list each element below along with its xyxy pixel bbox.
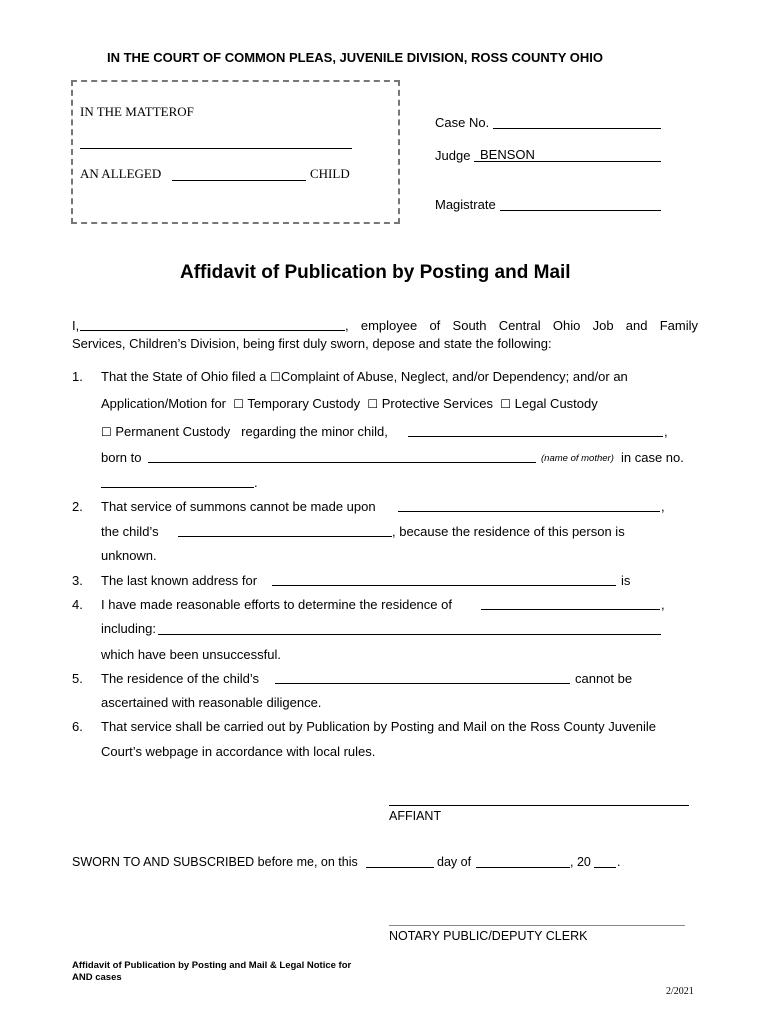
temporary-custody-checkbox[interactable]: ☐	[233, 397, 245, 411]
intro-i: I,	[72, 318, 80, 333]
item-3-pre: The last known address for	[101, 573, 258, 588]
year-line[interactable]	[594, 867, 616, 868]
footer-date: 2/2021	[666, 986, 694, 997]
item-2-line1: That service of summons cannot be made upon	[101, 499, 376, 514]
judge-line	[474, 161, 661, 162]
case-no-line[interactable]	[493, 128, 661, 129]
case-number-line[interactable]	[101, 487, 254, 488]
item-5-post: cannot be	[575, 671, 633, 686]
intro-line2: Services, Children’s Division, being first duly sworn, depose and state the following:	[72, 336, 552, 351]
affiant-name-line[interactable]	[80, 330, 345, 331]
child-label: CHILD	[310, 166, 350, 181]
item-3-post: is	[621, 573, 631, 588]
day-line[interactable]	[366, 867, 434, 868]
footer-line2: AND cases	[72, 972, 122, 983]
matter-name-line[interactable]	[80, 148, 352, 149]
in-case-no-label: in case no.	[621, 450, 684, 465]
residence-of-line[interactable]	[481, 609, 660, 610]
case-no-label: Case No.	[435, 115, 490, 130]
sworn-period: .	[617, 855, 621, 869]
efforts-line[interactable]	[158, 634, 661, 635]
protective-services-checkbox[interactable]: ☐	[367, 397, 379, 411]
item-2-number: 2.	[72, 499, 83, 514]
magistrate-label: Magistrate	[435, 197, 496, 212]
matter-label: IN THE MATTEROF	[80, 104, 194, 119]
item-4-line1: I have made reasonable efforts to determine the residence of	[101, 597, 452, 612]
footer-line1: Affidavit of Publication by Posting and Mail & Legal Notice for	[72, 960, 352, 971]
item-2-line2-pre: the child’s	[101, 524, 159, 539]
item-4-including: including:	[101, 621, 156, 636]
item-6-number: 6.	[72, 719, 83, 734]
item-4-line3: which have been unsuccessful.	[101, 647, 281, 662]
residence-child-line[interactable]	[275, 683, 570, 684]
comma: ,	[664, 424, 668, 439]
period: .	[254, 475, 258, 490]
permanent-custody-checkbox[interactable]: ☐	[101, 425, 112, 439]
minor-child-line[interactable]	[408, 436, 663, 437]
affiant-signature-line[interactable]	[389, 805, 689, 806]
complaint-checkbox[interactable]: ☐	[270, 370, 281, 384]
item-1-line3: ☐ Permanent Custody regarding the minor child,	[101, 424, 388, 439]
sworn-text: SWORN TO AND SUBSCRIBED before me, on this	[72, 855, 358, 869]
notary-signature-line[interactable]	[389, 925, 685, 926]
item-1-line1: That the State of Ohio filed a ☐Complaint of Abuse, Neglect, and/or Dependency; and/or an	[101, 369, 628, 384]
notary-label: NOTARY PUBLIC/DEPUTY CLERK	[389, 929, 588, 943]
comma: ,	[661, 499, 665, 514]
item-3-number: 3.	[72, 573, 83, 588]
comma: ,	[661, 597, 665, 612]
item-4-number: 4.	[72, 597, 83, 612]
alleged-type-line[interactable]	[172, 180, 306, 181]
day-of-label: day of	[437, 855, 472, 869]
born-to-label: born to	[101, 450, 142, 465]
alleged-label: AN ALLEGED	[80, 166, 162, 181]
item-5-line2: ascertained with reasonable diligence.	[101, 695, 322, 710]
item-5-number: 5.	[72, 671, 83, 686]
intro-employee: , employee of South Central Ohio Job and Family	[345, 318, 698, 333]
relation-line[interactable]	[178, 536, 392, 537]
last-known-address-line[interactable]	[272, 585, 616, 586]
document-title: Affidavit of Publication by Posting and Mail	[180, 262, 571, 283]
magistrate-line[interactable]	[500, 210, 661, 211]
mother-name-line[interactable]	[148, 462, 536, 463]
item-2-line3: unknown.	[101, 548, 157, 563]
judge-label: Judge	[435, 148, 471, 163]
item-1-number: 1.	[72, 369, 83, 384]
item-5-pre: The residence of the child’s	[101, 671, 260, 686]
item-6-line1: That service shall be carried out by Publication by Posting and Mail on the Ross County Juvenile	[101, 719, 656, 734]
court-header: IN THE COURT OF COMMON PLEAS, JUVENILE DIVISION, ROSS COUNTY OHIO	[107, 50, 603, 65]
caption-box	[71, 80, 400, 224]
judge-value: BENSON	[480, 147, 535, 162]
item-1-line2: Application/Motion for ☐ Temporary Custody ☐ Protective Services ☐ Legal Custody	[101, 396, 598, 411]
month-line[interactable]	[476, 867, 570, 868]
year-label: , 20	[570, 855, 591, 869]
affiant-label: AFFIANT	[389, 809, 442, 823]
summons-person-line[interactable]	[398, 511, 660, 512]
item-6-line2: Court’s webpage in accordance with local rules.	[101, 744, 376, 759]
item-2-line2-post: , because the residence of this person is	[392, 524, 625, 539]
legal-custody-checkbox[interactable]: ☐	[500, 397, 512, 411]
name-of-mother-label: (name of mother)	[541, 453, 614, 464]
